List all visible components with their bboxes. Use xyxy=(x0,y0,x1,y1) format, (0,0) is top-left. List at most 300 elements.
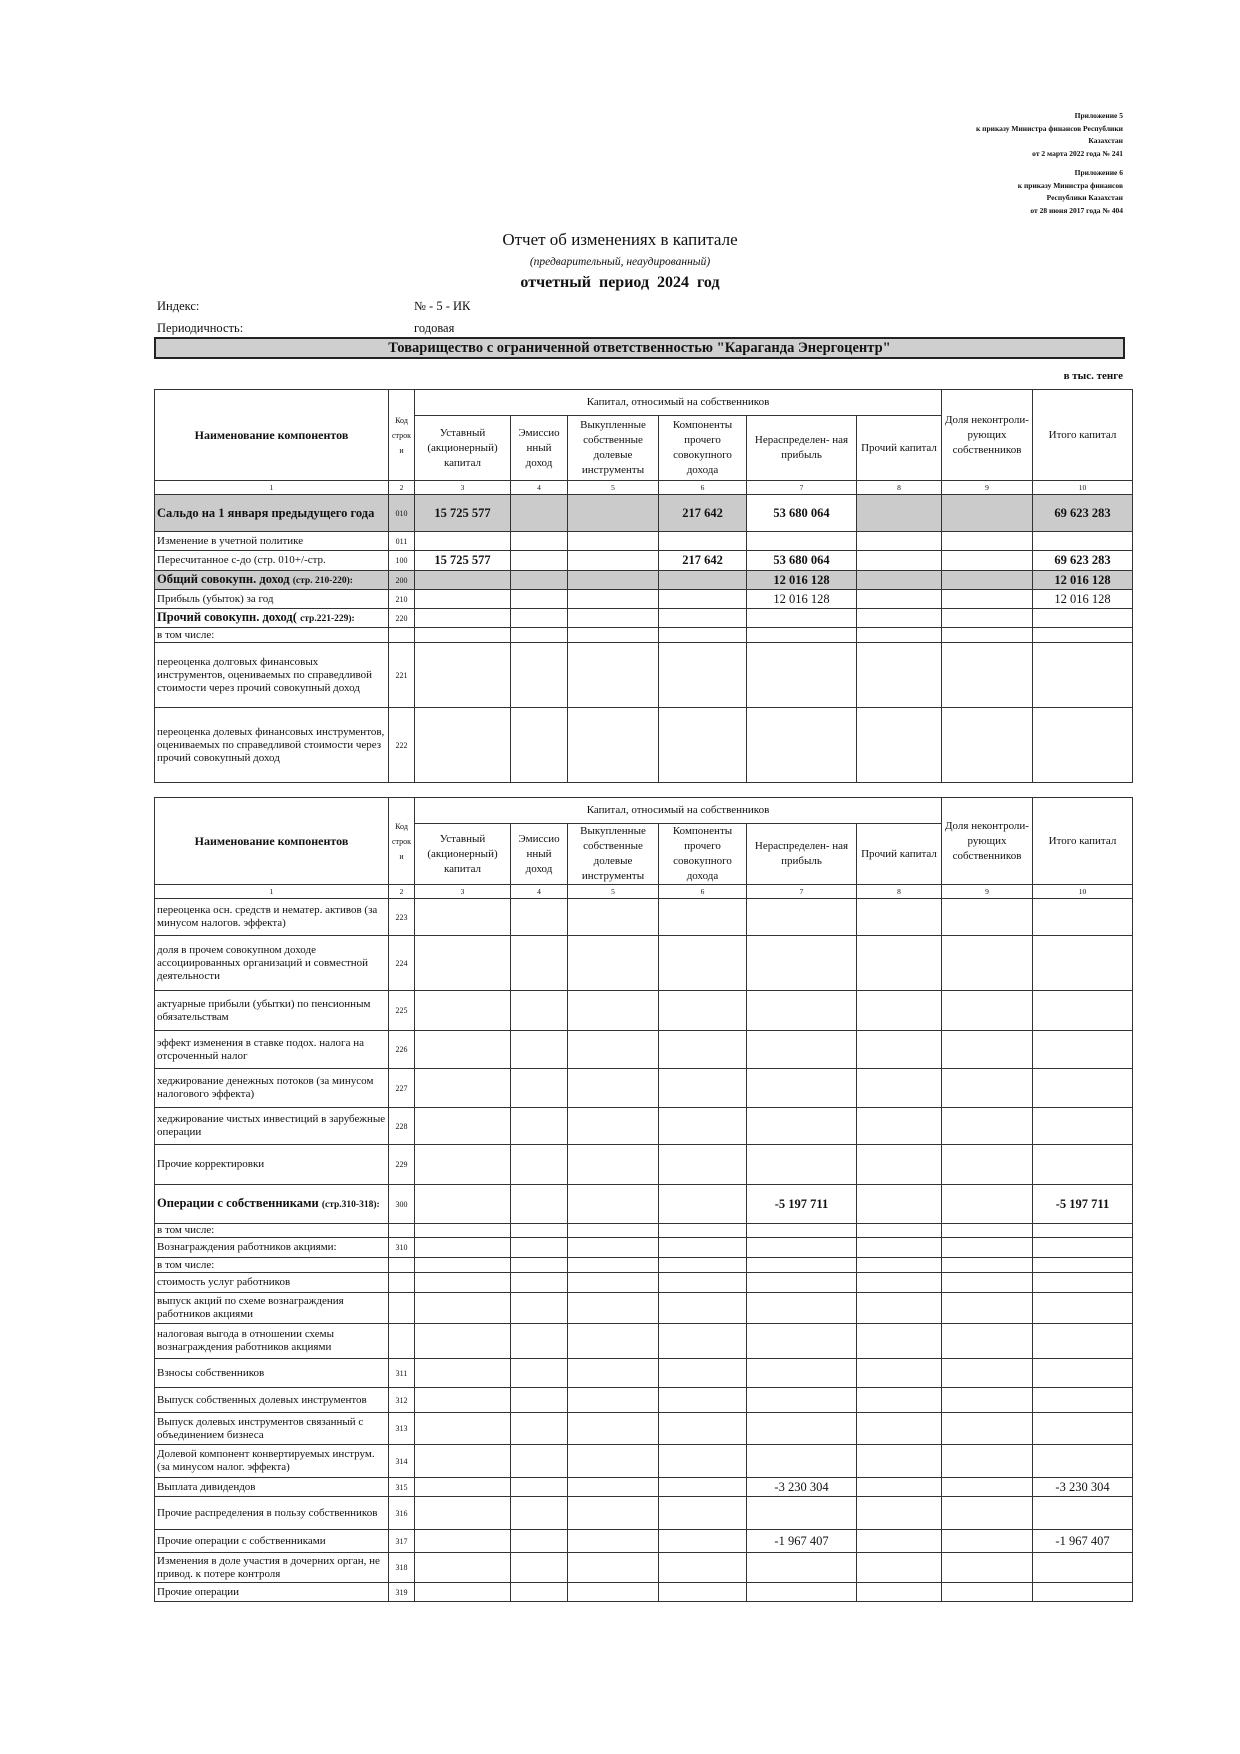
empty-cell xyxy=(568,1359,659,1388)
table-row xyxy=(155,571,1133,590)
table-row xyxy=(155,1273,1133,1293)
empty-cell xyxy=(511,1359,568,1388)
empty-cell xyxy=(659,643,747,708)
units-label: в тыс. тенге xyxy=(1063,370,1123,382)
empty-cell xyxy=(511,1185,568,1224)
empty-cell xyxy=(942,991,1033,1031)
empty-cell xyxy=(568,1324,659,1359)
row-name xyxy=(155,708,389,783)
empty-cell xyxy=(511,532,568,551)
empty-cell xyxy=(659,899,747,936)
value-cell: 12 016 128 xyxy=(747,590,857,609)
table-row xyxy=(155,1108,1133,1145)
row-name-text: переоценка долговых финансовых инструментов, оцениваемых по справедливой стоимости через прочий совокупный доход xyxy=(157,655,372,694)
empty-cell xyxy=(747,1224,857,1238)
row-name-text: Прочие операции xyxy=(157,1585,240,1598)
empty-cell xyxy=(1033,1324,1133,1359)
row-code: 010 xyxy=(389,495,415,532)
empty-cell xyxy=(415,1445,511,1478)
empty-cell xyxy=(942,532,1033,551)
empty-cell xyxy=(857,1413,942,1445)
row-name xyxy=(155,643,389,708)
row-name xyxy=(155,1185,389,1224)
empty-cell xyxy=(942,1108,1033,1145)
row-name-text: выпуск акций по схеме вознаграждения работников акциями xyxy=(157,1295,344,1320)
empty-cell xyxy=(857,551,942,571)
empty-cell xyxy=(659,1145,747,1185)
empty-cell xyxy=(659,1359,747,1388)
empty-cell xyxy=(747,1553,857,1583)
empty-cell xyxy=(511,1224,568,1238)
empty-cell xyxy=(415,899,511,936)
row-name xyxy=(155,1108,389,1145)
empty-cell xyxy=(942,1145,1033,1185)
empty-cell xyxy=(857,708,942,783)
table-row xyxy=(155,495,1133,532)
empty-cell xyxy=(568,1530,659,1553)
empty-cell xyxy=(857,1497,942,1530)
empty-cell xyxy=(1033,1273,1133,1293)
empty-cell xyxy=(747,708,857,783)
index-label: Индекс: xyxy=(157,299,200,313)
column-number: 4 xyxy=(511,481,568,495)
table-row xyxy=(155,609,1133,628)
empty-cell xyxy=(942,1478,1033,1497)
header-owners-capital-group: Капитал, относимый на собственников xyxy=(415,390,942,416)
empty-cell xyxy=(415,708,511,783)
empty-cell xyxy=(415,1238,511,1258)
capital-changes-table-part-2 xyxy=(154,797,1133,1602)
empty-cell xyxy=(511,628,568,643)
empty-cell xyxy=(1033,1497,1133,1530)
empty-cell xyxy=(659,1258,747,1273)
empty-cell xyxy=(857,1583,942,1602)
empty-cell xyxy=(415,1478,511,1497)
row-name-text: в том числе: xyxy=(157,1224,215,1236)
row-name-text: Взносы собственников xyxy=(157,1366,265,1379)
column-number: 8 xyxy=(857,481,942,495)
empty-cell xyxy=(511,1258,568,1273)
row-name xyxy=(155,551,389,571)
row-name xyxy=(155,571,389,590)
empty-cell xyxy=(1033,643,1133,708)
column-number: 9 xyxy=(942,885,1033,899)
empty-cell xyxy=(415,1413,511,1445)
empty-cell xyxy=(747,532,857,551)
value-cell: 15 725 577 xyxy=(415,495,511,532)
row-name xyxy=(155,1530,389,1553)
empty-cell xyxy=(747,1145,857,1185)
row-name xyxy=(155,532,389,551)
empty-cell xyxy=(1033,1388,1133,1413)
empty-cell xyxy=(1033,899,1133,936)
empty-cell xyxy=(659,532,747,551)
row-name xyxy=(155,1553,389,1583)
row-code: 311 xyxy=(389,1359,415,1388)
row-code: 210 xyxy=(389,590,415,609)
empty-cell xyxy=(747,1108,857,1145)
empty-cell xyxy=(1033,609,1133,628)
row-code xyxy=(389,1273,415,1293)
empty-cell xyxy=(415,1273,511,1293)
empty-cell xyxy=(415,1324,511,1359)
column-number: 5 xyxy=(568,481,659,495)
empty-cell xyxy=(511,590,568,609)
row-name xyxy=(155,1145,389,1185)
row-name xyxy=(155,495,389,532)
empty-cell xyxy=(568,936,659,991)
empty-cell xyxy=(659,1324,747,1359)
empty-cell xyxy=(568,495,659,532)
table-row xyxy=(155,1359,1133,1388)
row-name-text: Выпуск долевых инструментов связанный с объединением бизнеса xyxy=(157,1415,364,1441)
row-name-text: Прибыль (убыток) за год xyxy=(157,592,274,605)
header-column: Компоненты прочего совокупного дохода xyxy=(659,824,747,885)
empty-cell xyxy=(857,1445,942,1478)
table-row xyxy=(155,1413,1133,1445)
empty-cell xyxy=(942,1359,1033,1388)
row-code: 318 xyxy=(389,1553,415,1583)
empty-cell xyxy=(857,899,942,936)
ref-line: Казахстан xyxy=(1088,136,1123,145)
empty-cell xyxy=(747,1273,857,1293)
empty-cell xyxy=(659,1273,747,1293)
column-number: 5 xyxy=(568,885,659,899)
empty-cell xyxy=(511,1108,568,1145)
empty-cell xyxy=(568,1258,659,1273)
ref-line: от 2 марта 2022 года № 241 xyxy=(1032,148,1123,158)
empty-cell xyxy=(511,1478,568,1497)
empty-cell xyxy=(942,1224,1033,1238)
empty-cell xyxy=(511,1145,568,1185)
empty-cell xyxy=(568,1273,659,1293)
empty-cell xyxy=(942,1293,1033,1324)
empty-cell xyxy=(747,1258,857,1273)
row-name xyxy=(155,1293,389,1324)
header-owners-capital-group: Капитал, относимый на собственников xyxy=(415,798,942,824)
empty-cell xyxy=(942,708,1033,783)
empty-cell xyxy=(415,936,511,991)
value-cell: 69 623 283 xyxy=(1033,551,1133,571)
value-cell: 53 680 064 xyxy=(747,495,857,532)
row-name-text: Прочие распределения в пользу собственников xyxy=(157,1506,378,1519)
table-row xyxy=(155,1224,1133,1238)
column-number: 2 xyxy=(389,885,415,899)
empty-cell xyxy=(659,1293,747,1324)
column-number: 8 xyxy=(857,885,942,899)
empty-cell xyxy=(568,643,659,708)
value-cell: 12 016 128 xyxy=(1033,590,1133,609)
empty-cell xyxy=(1033,1258,1133,1273)
row-name xyxy=(155,1069,389,1108)
row-code: 314 xyxy=(389,1445,415,1478)
empty-cell xyxy=(747,1069,857,1108)
ref-line: Приложение 6 xyxy=(1074,168,1123,177)
empty-cell xyxy=(857,1145,942,1185)
empty-cell xyxy=(1033,1445,1133,1478)
row-name-text: Сальдо на 1 января предыдущего года xyxy=(157,505,375,520)
empty-cell xyxy=(1033,532,1133,551)
value-cell: 217 642 xyxy=(659,551,747,571)
row-code: 312 xyxy=(389,1388,415,1413)
empty-cell xyxy=(857,1108,942,1145)
empty-cell xyxy=(857,936,942,991)
empty-cell xyxy=(1033,1583,1133,1602)
header-total-capital: Итого капитал xyxy=(1033,798,1133,885)
empty-cell xyxy=(1033,1238,1133,1258)
empty-cell xyxy=(415,991,511,1031)
row-name xyxy=(155,1388,389,1413)
empty-cell xyxy=(942,1553,1033,1583)
empty-cell xyxy=(415,1224,511,1238)
empty-cell xyxy=(659,609,747,628)
value-cell: -5 197 711 xyxy=(1033,1185,1133,1224)
empty-cell xyxy=(568,1031,659,1069)
row-name-text: в том числе: xyxy=(157,1258,215,1271)
empty-cell xyxy=(942,1324,1033,1359)
empty-cell xyxy=(1033,1031,1133,1069)
column-number: 7 xyxy=(747,885,857,899)
empty-cell xyxy=(415,1359,511,1388)
row-code: 100 xyxy=(389,551,415,571)
row-code: 220 xyxy=(389,609,415,628)
header-column: Нераспределен- ная прибыль xyxy=(747,416,857,481)
header-column: Прочий капитал xyxy=(857,824,942,885)
empty-cell xyxy=(659,1388,747,1413)
empty-cell xyxy=(568,1478,659,1497)
header-column: Компоненты прочего совокупного дохода xyxy=(659,416,747,481)
empty-cell xyxy=(659,1445,747,1478)
row-name xyxy=(155,1031,389,1069)
empty-cell xyxy=(659,1478,747,1497)
periodicity-label: Периодичность: xyxy=(157,321,244,335)
empty-cell xyxy=(857,1293,942,1324)
header-minority-interest: Доля неконтроли- рующих собственников xyxy=(942,390,1033,481)
ref-line: к приказу Министра финансов Республики xyxy=(975,123,1123,133)
table-row xyxy=(155,1185,1133,1224)
empty-cell xyxy=(568,551,659,571)
empty-cell xyxy=(1033,708,1133,783)
table-row xyxy=(155,1553,1133,1583)
row-code: 227 xyxy=(389,1069,415,1108)
empty-cell xyxy=(659,1185,747,1224)
empty-cell xyxy=(511,1031,568,1069)
empty-cell xyxy=(415,1553,511,1583)
empty-cell xyxy=(511,1413,568,1445)
empty-cell xyxy=(415,1388,511,1413)
empty-cell xyxy=(511,1324,568,1359)
empty-cell xyxy=(659,708,747,783)
ref-line: от 28 июня 2017 года № 404 xyxy=(1030,205,1123,215)
column-number: 1 xyxy=(155,481,389,495)
table-row xyxy=(155,1583,1133,1602)
empty-cell xyxy=(857,495,942,532)
empty-cell xyxy=(568,609,659,628)
empty-cell xyxy=(511,1497,568,1530)
column-number: 10 xyxy=(1033,481,1133,495)
empty-cell xyxy=(857,1530,942,1553)
empty-cell xyxy=(747,609,857,628)
empty-cell xyxy=(415,1069,511,1108)
table-row xyxy=(155,1324,1133,1359)
empty-cell xyxy=(568,1553,659,1583)
empty-cell xyxy=(942,899,1033,936)
row-code xyxy=(389,628,415,643)
empty-cell xyxy=(659,991,747,1031)
row-name xyxy=(155,628,389,643)
value-cell: 69 623 283 xyxy=(1033,495,1133,532)
row-name xyxy=(155,1238,389,1258)
row-name-text: актуарные прибыли (убытки) по пенсионным обязательствам xyxy=(157,997,371,1023)
empty-cell xyxy=(857,628,942,643)
empty-cell xyxy=(659,590,747,609)
empty-cell xyxy=(942,643,1033,708)
row-code xyxy=(389,1224,415,1238)
row-name-text: доля в прочем совокупном доходе ассоциированных организаций и совместной деятельности xyxy=(157,943,369,982)
value-cell: 12 016 128 xyxy=(747,571,857,590)
empty-cell xyxy=(857,1359,942,1388)
table-row xyxy=(155,1388,1133,1413)
table-row xyxy=(155,936,1133,991)
empty-cell xyxy=(942,590,1033,609)
value-cell: 53 680 064 xyxy=(747,551,857,571)
header-minority-interest: Доля неконтроли- рующих собственников xyxy=(942,798,1033,885)
column-number: 3 xyxy=(415,481,511,495)
empty-cell xyxy=(942,609,1033,628)
row-name-text: налоговая выгода в отношении схемы вознаграждения работников акциями xyxy=(157,1328,335,1353)
row-name xyxy=(155,1478,389,1497)
empty-cell xyxy=(857,643,942,708)
empty-cell xyxy=(1033,1108,1133,1145)
empty-cell xyxy=(511,551,568,571)
empty-cell xyxy=(747,1324,857,1359)
empty-cell xyxy=(659,1238,747,1258)
empty-cell xyxy=(659,1224,747,1238)
column-number: 6 xyxy=(659,481,747,495)
header-column: Эмиссио нный доход xyxy=(511,824,568,885)
reporting-period: отчетный период 2024 год xyxy=(520,274,720,291)
table-row xyxy=(155,1145,1133,1185)
document-title: Отчет об изменениях в капитале xyxy=(502,230,738,249)
row-name xyxy=(155,1224,389,1238)
row-code: 319 xyxy=(389,1583,415,1602)
empty-cell xyxy=(857,1185,942,1224)
empty-cell xyxy=(942,1238,1033,1258)
table-row xyxy=(155,1031,1133,1069)
header-column: Выкупленные собственные долевые инструменты xyxy=(568,416,659,481)
empty-cell xyxy=(857,1031,942,1069)
empty-cell xyxy=(1033,1359,1133,1388)
empty-cell xyxy=(415,1185,511,1224)
table-row xyxy=(155,532,1133,551)
empty-cell xyxy=(857,532,942,551)
table-row xyxy=(155,899,1133,936)
row-name xyxy=(155,1445,389,1478)
column-number-row xyxy=(155,481,1133,495)
row-name-text: эффект изменения в ставке подох. налога на отсроченный налог xyxy=(157,1036,364,1062)
column-number: 3 xyxy=(415,885,511,899)
empty-cell xyxy=(511,1069,568,1108)
row-code: 226 xyxy=(389,1031,415,1069)
row-name-text: Изменения в доле участия в дочерних орган, не привод. к потере контроля xyxy=(157,1554,380,1580)
empty-cell xyxy=(511,643,568,708)
empty-cell xyxy=(511,609,568,628)
empty-cell xyxy=(857,1273,942,1293)
empty-cell xyxy=(659,1530,747,1553)
empty-cell xyxy=(415,1108,511,1145)
row-code: 221 xyxy=(389,643,415,708)
row-code: 300 xyxy=(389,1185,415,1224)
capital-changes-table-part-1 xyxy=(154,389,1133,783)
empty-cell xyxy=(659,1583,747,1602)
row-code: 310 xyxy=(389,1238,415,1258)
ref-line: Республики Казахстан xyxy=(1046,193,1123,202)
empty-cell xyxy=(659,571,747,590)
empty-cell xyxy=(747,1583,857,1602)
column-number: 10 xyxy=(1033,885,1133,899)
row-name-text: Выплата дивидендов xyxy=(157,1480,256,1493)
empty-cell xyxy=(1033,628,1133,643)
empty-cell xyxy=(568,1108,659,1145)
value-cell: 12 016 128 xyxy=(1033,571,1133,590)
row-code: 224 xyxy=(389,936,415,991)
header-column: Прочий капитал xyxy=(857,416,942,481)
empty-cell xyxy=(942,1273,1033,1293)
header-name: Наименование компонентов xyxy=(155,390,389,481)
empty-cell xyxy=(747,1445,857,1478)
empty-cell xyxy=(511,1445,568,1478)
row-name-text: Долевой компонент конвертируемых инструм. (за минусом налог. эффекта) xyxy=(157,1448,375,1473)
empty-cell xyxy=(942,1445,1033,1478)
empty-cell xyxy=(659,1497,747,1530)
empty-cell xyxy=(511,708,568,783)
row-code: 222 xyxy=(389,708,415,783)
row-code: 200 xyxy=(389,571,415,590)
empty-cell xyxy=(1033,1553,1133,1583)
header-row xyxy=(155,390,1133,416)
empty-cell xyxy=(568,1445,659,1478)
appendix-6-reference xyxy=(1018,167,1123,217)
empty-cell xyxy=(659,1108,747,1145)
empty-cell xyxy=(747,628,857,643)
empty-cell xyxy=(747,899,857,936)
empty-cell xyxy=(942,1258,1033,1273)
empty-cell xyxy=(857,609,942,628)
header-column: Эмиссио нный доход xyxy=(511,416,568,481)
empty-cell xyxy=(415,571,511,590)
row-code: 011 xyxy=(389,532,415,551)
empty-cell xyxy=(747,1238,857,1258)
value-cell: 217 642 xyxy=(659,495,747,532)
empty-cell xyxy=(415,1530,511,1553)
table-row xyxy=(155,551,1133,571)
row-name xyxy=(155,590,389,609)
empty-cell xyxy=(415,590,511,609)
empty-cell xyxy=(511,1388,568,1413)
value-cell: 15 725 577 xyxy=(415,551,511,571)
empty-cell xyxy=(511,1530,568,1553)
value-cell: -3 230 304 xyxy=(1033,1478,1133,1497)
table-row xyxy=(155,1478,1133,1497)
row-name xyxy=(155,1273,389,1293)
empty-cell xyxy=(747,643,857,708)
empty-cell xyxy=(857,1388,942,1413)
table-row xyxy=(155,628,1133,643)
column-number: 4 xyxy=(511,885,568,899)
table-row xyxy=(155,708,1133,783)
empty-cell xyxy=(942,551,1033,571)
row-name-text: Прочие операции с собственниками xyxy=(157,1534,326,1547)
